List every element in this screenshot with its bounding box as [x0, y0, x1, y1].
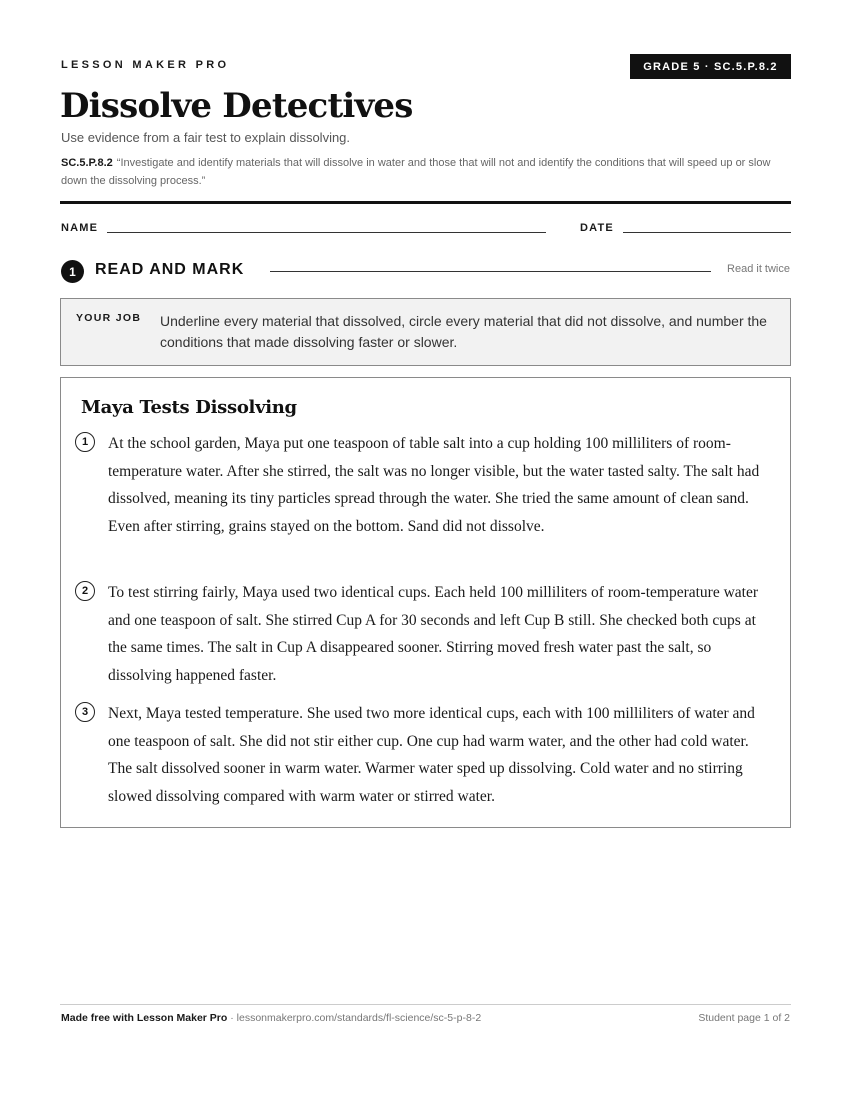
passage-paragraph-2: To test stirring fairly, Maya used two identical cups. Each held 100 milliliters of room-temperature water and one teaspoon of salt. She stirred Cup A for 30 seconds and left Cup B still. She checked both cups at the same times. The salt in Cup A disappeared sooner. Stirring moved fresh water past the salt, so dissolving happened faster.	[108, 584, 759, 684]
section-number-badge: 1	[61, 260, 84, 283]
footer-divider	[60, 1004, 791, 1005]
page-subtitle: Use evidence from a fair test to explain dissolving.	[61, 130, 351, 145]
paragraph-number-2: 2	[75, 581, 95, 601]
brand-name: LESSON MAKER PRO	[61, 59, 230, 71]
grade-badge: GRADE 5 · SC.5.P.8.2	[630, 54, 791, 79]
your-job-box	[60, 298, 791, 366]
passage-title: Maya Tests Dissolving	[81, 397, 297, 418]
date-label: DATE	[580, 222, 614, 234]
your-job-instructions: Underline every material that dissolved, circle every material that did not dissolve, and number the conditions that made dissolving faster or slower.	[160, 313, 767, 350]
standard-code: SC.5.P.8.2	[61, 157, 113, 169]
passage-paragraph-1: At the school garden, Maya put one teaspoon of table salt into a cup holding 100 milliliters of room-temperature water. After she stirred, the salt was no longer visible, but the water tasted salty. The salt had dissolved, meaning its tiny particles spread through the water. She tried the same amount of clean sand. Even after stirring, grains stayed on the bottom. Sand did not dissolve.	[108, 435, 760, 535]
footer-credit	[61, 1012, 481, 1024]
reading-passage	[60, 377, 791, 828]
date-field[interactable]	[623, 232, 791, 233]
paragraph-number-1: 1	[75, 432, 95, 452]
standard-statement	[61, 155, 793, 190]
paragraph-number-3: 3	[75, 702, 95, 722]
name-label: NAME	[61, 222, 99, 234]
footer-made-with: Made free with Lesson Maker Pro	[61, 1012, 228, 1024]
header-divider	[60, 201, 791, 204]
page-title: Dissolve Detectives	[60, 86, 413, 126]
section-title: READ AND MARK	[95, 261, 245, 278]
footer-url[interactable]: · lessonmakerpro.com/standards/fl-science/sc-5-p-8-2	[227, 1012, 482, 1024]
name-field[interactable]	[107, 232, 546, 233]
section-note: Read it twice	[727, 263, 790, 275]
passage-paragraph-3: Next, Maya tested temperature. She used two more identical cups, each with 100 milliliters of water and one teaspoon of salt. She did not stir either cup. One cup had warm water, and the other had cold water. The salt dissolved sooner in warm water. Warmer water sped up dissolving. Cold water and no stirring slowed dissolving compared with warm water or stirred water.	[108, 705, 755, 805]
your-job-label: YOUR JOB	[76, 312, 142, 324]
standard-text: “Investigate and identify materials that will dissolve in water and those that will not and identify the conditions that will speed up or slow down the dissolving process.”	[61, 157, 771, 187]
footer-page-number: Student page 1 of 2	[698, 1012, 790, 1024]
section-divider	[270, 271, 711, 272]
